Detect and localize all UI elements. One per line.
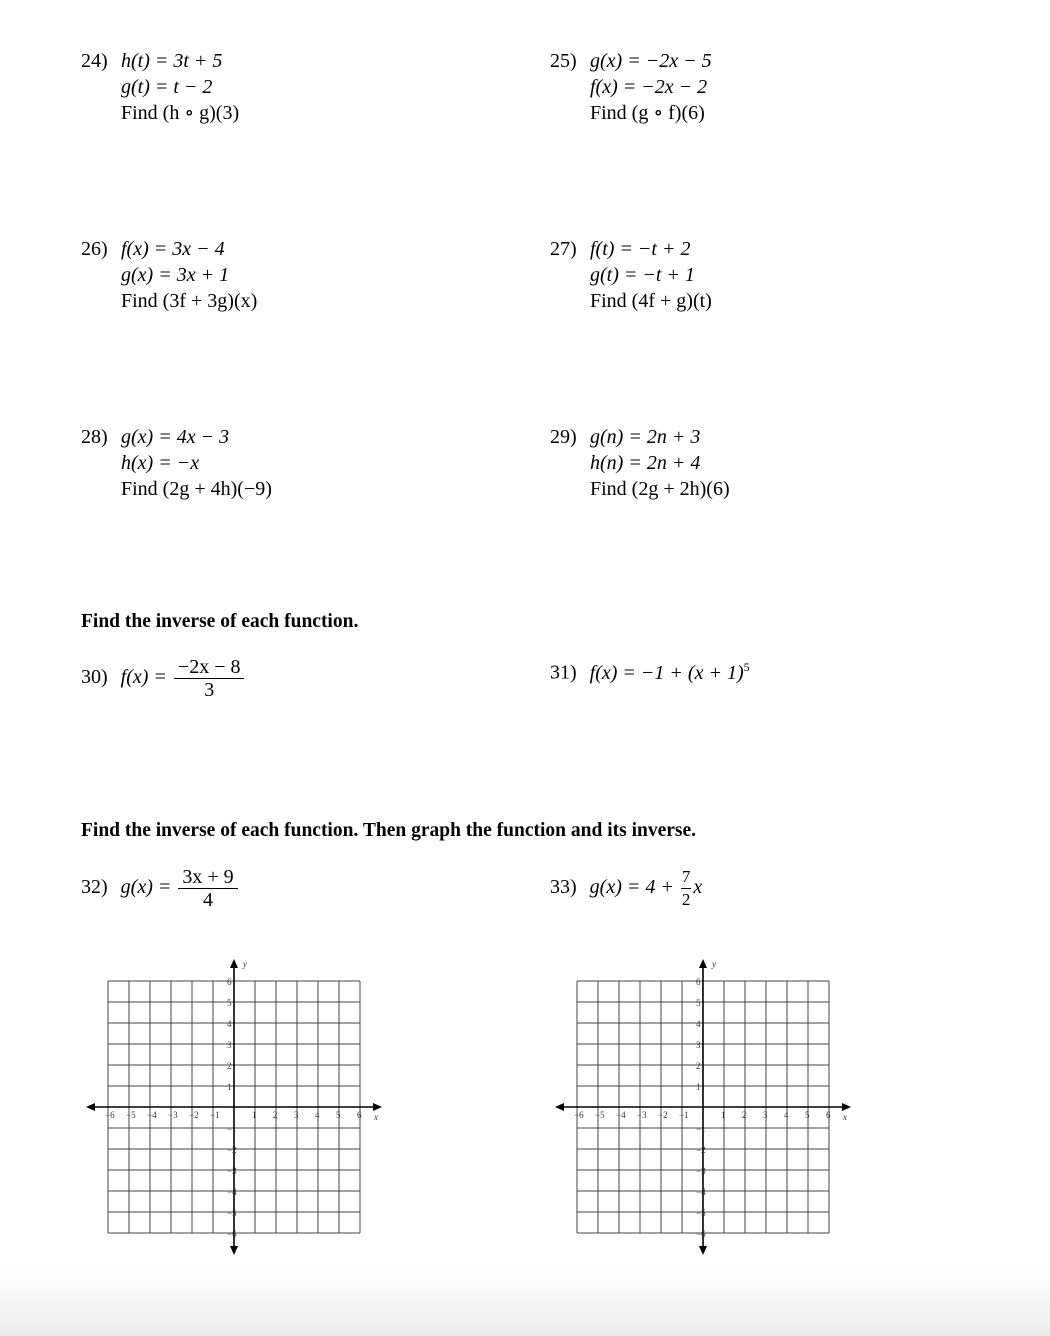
equation-lhs: f(x) = bbox=[120, 666, 167, 689]
x-tick-label: 1 bbox=[252, 1110, 257, 1120]
graph-grid-33[interactable] bbox=[553, 950, 863, 1255]
problem-line: f(x) = −2x − 2 bbox=[590, 76, 708, 98]
y-tick-label: −3 bbox=[227, 1166, 237, 1176]
fraction bbox=[681, 866, 692, 911]
fraction bbox=[178, 866, 237, 911]
y-tick-label: 1 bbox=[696, 1082, 701, 1092]
problem-line: g(x) = 4x − 3 bbox=[121, 426, 230, 448]
y-tick-label: 1 bbox=[227, 1082, 232, 1092]
x-tick-label: −1 bbox=[210, 1110, 220, 1120]
y-tick-label: −6 bbox=[227, 1229, 237, 1239]
x-tick-label: −5 bbox=[595, 1110, 605, 1120]
y-tick-label: −4 bbox=[696, 1187, 706, 1197]
x-tick-label: −6 bbox=[105, 1110, 115, 1120]
arrow-left-icon bbox=[555, 1103, 564, 1111]
x-tick-label: 2 bbox=[742, 1110, 747, 1120]
equation-variable: x bbox=[693, 876, 703, 899]
y-tick-label: −5 bbox=[227, 1208, 237, 1218]
problem-number: 25) bbox=[550, 50, 577, 72]
exponent: 5 bbox=[743, 660, 750, 674]
x-tick-label: −3 bbox=[168, 1110, 178, 1120]
problem-line: g(x) = −2x − 5 bbox=[590, 50, 712, 72]
problem-33 bbox=[550, 866, 702, 911]
arrow-up-icon bbox=[230, 959, 238, 968]
fraction-numerator: 3x + 9 bbox=[178, 866, 237, 889]
y-tick-label: 5 bbox=[227, 998, 232, 1008]
x-tick-label: 6 bbox=[826, 1110, 831, 1120]
problem-line: f(t) = −t + 2 bbox=[590, 238, 691, 260]
y-tick-label: −6 bbox=[696, 1229, 706, 1239]
x-tick-label: −1 bbox=[679, 1110, 689, 1120]
problem-line: f(x) = 3x − 4 bbox=[121, 238, 225, 260]
page-bottom-shadow bbox=[0, 1266, 1050, 1336]
x-tick-label: 2 bbox=[273, 1110, 278, 1120]
problem-line: h(n) = 2n + 4 bbox=[590, 452, 701, 474]
y-tick-label: 2 bbox=[227, 1061, 232, 1071]
problem-line: Find (h ∘ g)(3) bbox=[121, 102, 240, 124]
x-tick-label: −2 bbox=[189, 1110, 199, 1120]
fraction-numerator: −2x − 8 bbox=[174, 656, 245, 679]
fraction-denominator: 3 bbox=[204, 679, 215, 701]
problem-number: 27) bbox=[550, 238, 577, 260]
section-heading-inverse: Find the inverse of each function. bbox=[81, 611, 359, 632]
section-heading-inverse-graph: Find the inverse of each function. Then graph the function and its inverse. bbox=[81, 820, 697, 841]
fraction bbox=[174, 656, 245, 701]
x-axis-label: x bbox=[374, 1112, 378, 1122]
problem-number: 33) bbox=[550, 876, 577, 899]
problem-31 bbox=[550, 660, 750, 685]
problem-line: g(n) = 2n + 3 bbox=[590, 426, 701, 448]
y-tick-label: 6 bbox=[227, 977, 232, 987]
problem-number: 31) bbox=[550, 661, 577, 684]
y-axis-label: y bbox=[243, 959, 247, 969]
x-axis-label: x bbox=[843, 1112, 847, 1122]
x-tick-label: −6 bbox=[574, 1110, 584, 1120]
arrow-down-icon bbox=[699, 1246, 707, 1255]
problem-30 bbox=[81, 656, 246, 701]
arrow-right-icon bbox=[373, 1103, 382, 1111]
y-tick-label: 4 bbox=[696, 1019, 701, 1029]
x-tick-label: 4 bbox=[784, 1110, 789, 1120]
problem-32 bbox=[81, 866, 240, 911]
coordinate-plane[interactable] bbox=[84, 950, 394, 1255]
problem-line: h(t) = 3t + 5 bbox=[121, 50, 223, 72]
x-tick-label: −2 bbox=[658, 1110, 668, 1120]
y-tick-label: −5 bbox=[696, 1208, 706, 1218]
coordinate-plane[interactable] bbox=[553, 950, 863, 1255]
y-tick-label: 3 bbox=[227, 1040, 232, 1050]
fraction-denominator: 2 bbox=[681, 890, 691, 909]
problem-line: Find (2g + 2h)(6) bbox=[590, 478, 730, 500]
problem-number: 26) bbox=[81, 238, 108, 260]
y-tick-label: −3 bbox=[696, 1166, 706, 1176]
y-tick-label: −1 bbox=[696, 1124, 706, 1134]
problem-line: Find (g ∘ f)(6) bbox=[590, 102, 705, 124]
y-tick-label: 6 bbox=[696, 977, 701, 987]
y-tick-label: −1 bbox=[227, 1124, 237, 1134]
problem-line: g(x) = 3x + 1 bbox=[121, 264, 230, 286]
problem-line: h(x) = −x bbox=[121, 452, 200, 474]
fraction-numerator: 7 bbox=[681, 866, 692, 889]
problem-line: g(t) = −t + 1 bbox=[590, 264, 695, 286]
x-tick-label: 4 bbox=[315, 1110, 320, 1120]
x-tick-label: 5 bbox=[336, 1110, 341, 1120]
equation-lhs: g(x) = bbox=[120, 876, 172, 899]
x-tick-label: 3 bbox=[763, 1110, 768, 1120]
y-tick-label: 5 bbox=[696, 998, 701, 1008]
problem-number: 32) bbox=[81, 876, 108, 899]
x-tick-label: −3 bbox=[637, 1110, 647, 1120]
arrow-left-icon bbox=[86, 1103, 95, 1111]
equation: f(x) = −1 + (x + 1) bbox=[589, 661, 744, 684]
x-tick-label: 6 bbox=[357, 1110, 362, 1120]
x-tick-label: −5 bbox=[126, 1110, 136, 1120]
y-tick-label: 4 bbox=[227, 1019, 232, 1029]
equation-lhs: g(x) = 4 + bbox=[589, 876, 674, 899]
arrow-up-icon bbox=[699, 959, 707, 968]
y-tick-label: 2 bbox=[696, 1061, 701, 1071]
problem-number: 24) bbox=[81, 50, 108, 72]
x-tick-label: −4 bbox=[147, 1110, 157, 1120]
arrow-right-icon bbox=[842, 1103, 851, 1111]
x-tick-label: 5 bbox=[805, 1110, 810, 1120]
y-tick-label: 3 bbox=[696, 1040, 701, 1050]
x-tick-label: −4 bbox=[616, 1110, 626, 1120]
problem-line: Find (3f + 3g)(x) bbox=[121, 290, 258, 312]
graph-grid-32[interactable] bbox=[84, 950, 394, 1255]
x-tick-label: 1 bbox=[721, 1110, 726, 1120]
y-tick-label: −2 bbox=[227, 1145, 237, 1155]
problem-line: Find (4f + g)(t) bbox=[590, 290, 712, 312]
y-axis-label: y bbox=[712, 959, 716, 969]
arrow-down-icon bbox=[230, 1246, 238, 1255]
x-tick-label: 3 bbox=[294, 1110, 299, 1120]
fraction-denominator: 4 bbox=[203, 889, 214, 911]
problem-line: Find (2g + 4h)(−9) bbox=[121, 478, 272, 500]
y-tick-label: −4 bbox=[227, 1187, 237, 1197]
problem-line: g(t) = t − 2 bbox=[121, 76, 213, 98]
y-tick-label: −2 bbox=[696, 1145, 706, 1155]
problem-number: 29) bbox=[550, 426, 577, 448]
problem-number: 28) bbox=[81, 426, 108, 448]
problem-number: 30) bbox=[81, 666, 108, 689]
